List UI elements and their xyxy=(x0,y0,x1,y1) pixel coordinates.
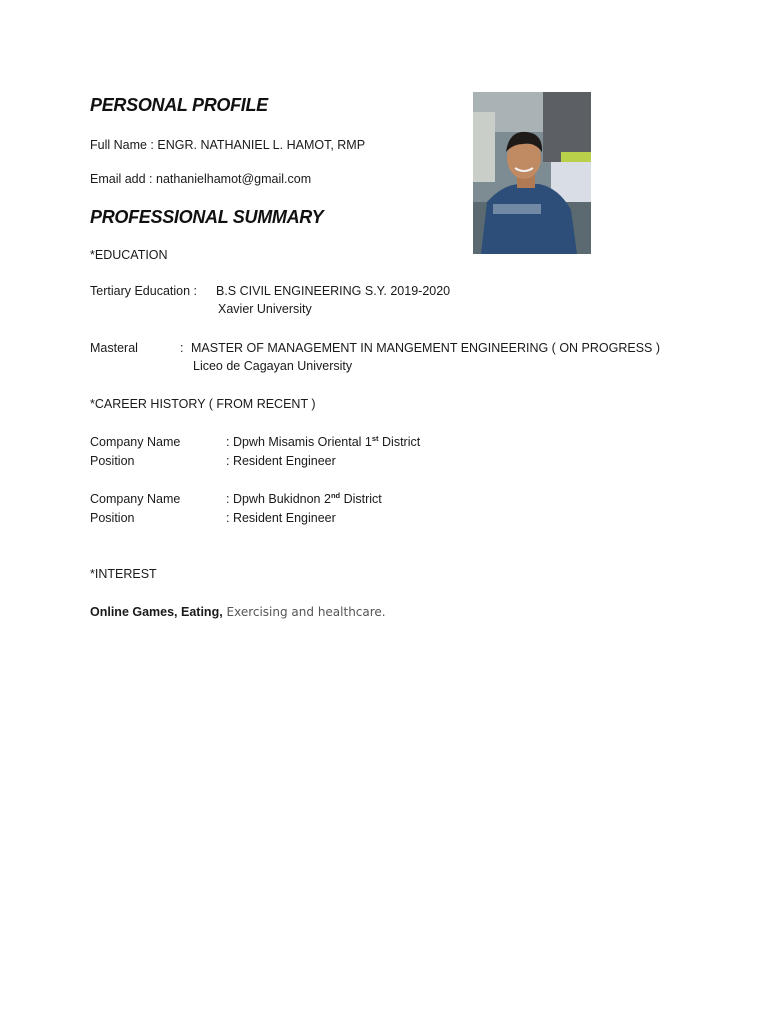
career-company-ordinal: st xyxy=(371,434,379,443)
full-name-label: Full Name : xyxy=(90,138,154,152)
career-company-suffix: District xyxy=(340,492,382,506)
career-history-title: *CAREER HISTORY ( FROM RECENT ) xyxy=(90,397,316,411)
career-company-value xyxy=(226,492,382,506)
professional-summary-heading: PROFESSIONAL SUMMARY xyxy=(90,207,324,227)
tertiary-school: Xavier University xyxy=(218,302,312,316)
career-company-ordinal: nd xyxy=(330,491,341,500)
interest-title: *INTEREST xyxy=(90,567,157,581)
career-company-value xyxy=(226,435,420,449)
masteral-separator: : xyxy=(180,341,184,355)
career-company-label: Company Name xyxy=(90,492,181,506)
tertiary-degree: B.S CIVIL ENGINEERING S.Y. 2019-2020 xyxy=(216,284,451,298)
interest-row xyxy=(90,605,386,619)
masteral-school: Liceo de Cagayan University xyxy=(193,359,353,373)
personal-profile-heading: PERSONAL PROFILE xyxy=(90,95,268,115)
career-company-suffix: District xyxy=(378,435,421,449)
career-position-label: Position xyxy=(90,511,135,525)
career-company-label: Company Name xyxy=(90,435,181,449)
full-name-row xyxy=(90,138,365,152)
email-value: nathanielhamot@gmail.com xyxy=(156,172,312,186)
email-label: Email add : xyxy=(90,172,153,186)
career-position-value: : Resident Engineer xyxy=(226,454,336,468)
education-title: *EDUCATION xyxy=(90,248,168,262)
tertiary-label: Tertiary Education : xyxy=(90,284,197,298)
career-position-label: Position xyxy=(90,454,135,468)
full-name-value: ENGR. NATHANIEL L. HAMOT, RMP xyxy=(157,138,366,152)
masteral-label: Masteral xyxy=(90,341,138,355)
career-position-value: : Resident Engineer xyxy=(226,511,336,525)
masteral-degree: MASTER OF MANAGEMENT IN MANGEMENT ENGINEERING ( ON PROGRESS ) xyxy=(191,341,661,355)
career-company-prefix: : Dpwh Bukidnon 2 xyxy=(226,492,331,506)
interest-primary: Online Games, Eating, xyxy=(90,605,223,619)
career-company-prefix: : Dpwh Misamis Oriental 1 xyxy=(226,435,372,449)
profile-photo xyxy=(473,92,591,254)
interest-secondary: Exercising and healthcare. xyxy=(222,605,386,619)
email-row xyxy=(90,172,311,186)
